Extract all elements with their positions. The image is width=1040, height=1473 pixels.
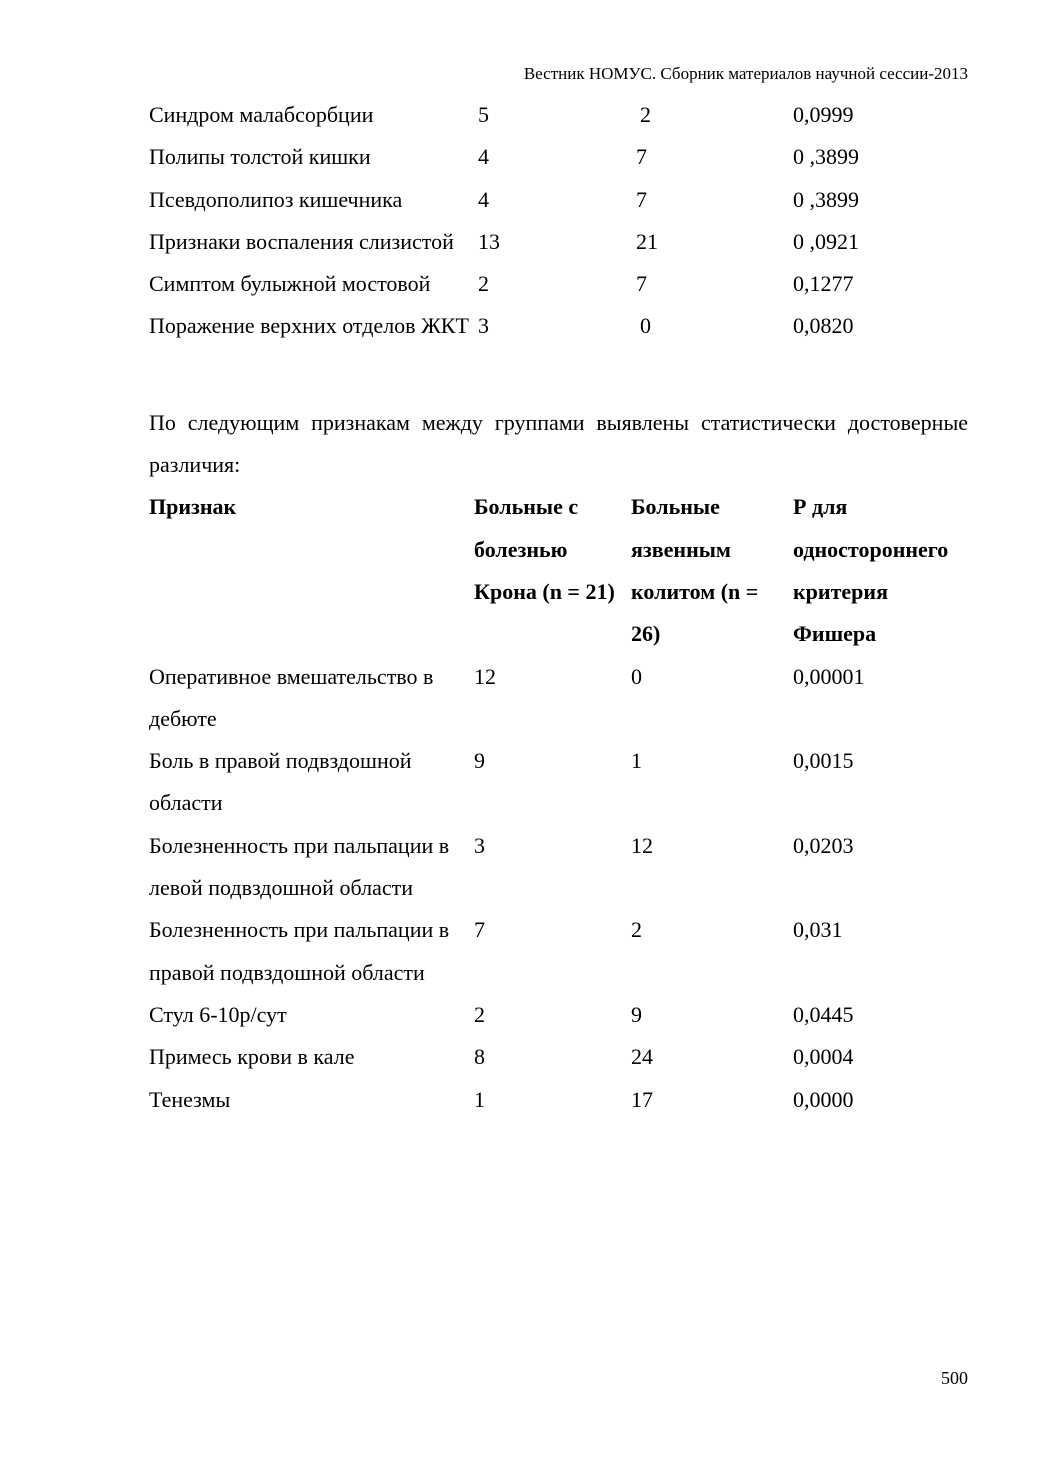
cell-crohn: 5 (478, 102, 489, 127)
cell-p-value: 0,0004 (793, 1044, 854, 1070)
cell-crohn: 3 (478, 313, 489, 339)
table-row (149, 825, 968, 910)
cell-colitis: 7 (636, 271, 647, 297)
cell-crohn: 2 (478, 271, 489, 297)
running-header: Вестник НОМУС. Сборник материалов научной сессии-2013 (523, 64, 968, 83)
cell-p-value: 0,1277 (793, 271, 854, 297)
cell-crohn: 12 (474, 663, 496, 689)
cell-colitis: 12 (631, 832, 653, 858)
cell-colitis: 7 (636, 144, 647, 170)
table-header-row (149, 486, 968, 655)
cell-p-value: 0,0820 (793, 313, 854, 339)
table-row (149, 1036, 968, 1078)
header-colitis: Больные язвенным колитом (n = 26) (631, 494, 759, 647)
table-row (149, 909, 968, 994)
table-row (149, 136, 968, 178)
cell-colitis: 1 (631, 748, 642, 774)
cell-p-value: 0,0015 (793, 748, 854, 774)
cell-crohn: 1 (474, 1086, 485, 1112)
header-sign: Признак (149, 494, 237, 520)
cell-crohn: 13 (478, 228, 500, 254)
table-row (149, 179, 968, 221)
cell-p-value: 0,0203 (793, 832, 854, 858)
cell-sign: Болезненность при пальпации в левой подвздошной области (149, 832, 450, 901)
cell-colitis: 17 (631, 1086, 653, 1112)
header-crohn: Больные с болезнью Крона (n = 21) (474, 494, 615, 604)
cell-colitis: 0 (640, 313, 651, 339)
table-row (149, 263, 968, 305)
cell-crohn: 9 (474, 748, 485, 774)
table-row (149, 994, 968, 1036)
cell-colitis: 24 (631, 1044, 653, 1070)
cell-p-value: 0 ,3899 (793, 186, 859, 212)
cell-colitis: 2 (640, 102, 651, 127)
table-row (149, 94, 968, 136)
body-paragraph: По следующим признакам между группами выявлены статистически достоверные различия: (149, 409, 968, 478)
cell-sign: Боль в правой подвздошной области (149, 748, 412, 816)
cell-sign: Поражение верхних отделов ЖКТ (149, 313, 469, 339)
cell-colitis: 21 (636, 228, 658, 254)
table-row (149, 305, 968, 347)
cell-crohn: 2 (474, 1001, 485, 1027)
cell-crohn: 4 (478, 144, 489, 170)
cell-sign: Болезненность при пальпации в правой подвздошной области (149, 917, 450, 985)
cell-sign: Тенезмы (149, 1086, 231, 1112)
cell-p-value: 0 ,3899 (793, 144, 859, 170)
cell-colitis: 7 (636, 186, 647, 212)
cell-crohn: 3 (474, 832, 485, 858)
cell-p-value: 0,0999 (793, 102, 854, 127)
cell-sign: Полипы толстой кишки (149, 144, 371, 170)
cell-crohn: 8 (474, 1044, 485, 1070)
cell-p-value: 0,0000 (793, 1086, 854, 1112)
cell-colitis: 0 (631, 663, 642, 689)
table-continued (149, 94, 968, 348)
cell-sign: Симптом булыжной мостовой (149, 271, 431, 297)
cell-p-value: 0,00001 (793, 663, 865, 689)
cell-colitis: 9 (631, 1001, 642, 1027)
document-body (149, 94, 968, 1121)
cell-sign: Признаки воспаления слизистой (149, 228, 454, 254)
header-p-value: Р для одностороннего критерия Фишера (793, 494, 949, 647)
cell-sign: Примесь крови в кале (149, 1044, 355, 1070)
cell-sign: Стул 6-10р/сут (149, 1001, 287, 1027)
table-row (149, 740, 968, 825)
cell-sign: Синдром малабсорбции (149, 102, 374, 127)
page-number: 500 (941, 1368, 968, 1388)
cell-crohn: 7 (474, 917, 485, 943)
table-row (149, 1079, 968, 1121)
table-row (149, 656, 968, 741)
cell-sign: Псевдополипоз кишечника (149, 186, 403, 212)
cell-p-value: 0 ,0921 (793, 228, 859, 254)
cell-colitis: 2 (631, 917, 642, 943)
cell-p-value: 0,031 (793, 917, 843, 943)
table-row (149, 221, 968, 263)
cell-sign: Оперативное вмешательство в дебюте (149, 663, 434, 731)
significant-differences-table (149, 486, 968, 1120)
cell-crohn: 4 (478, 186, 489, 212)
cell-p-value: 0,0445 (793, 1001, 854, 1027)
